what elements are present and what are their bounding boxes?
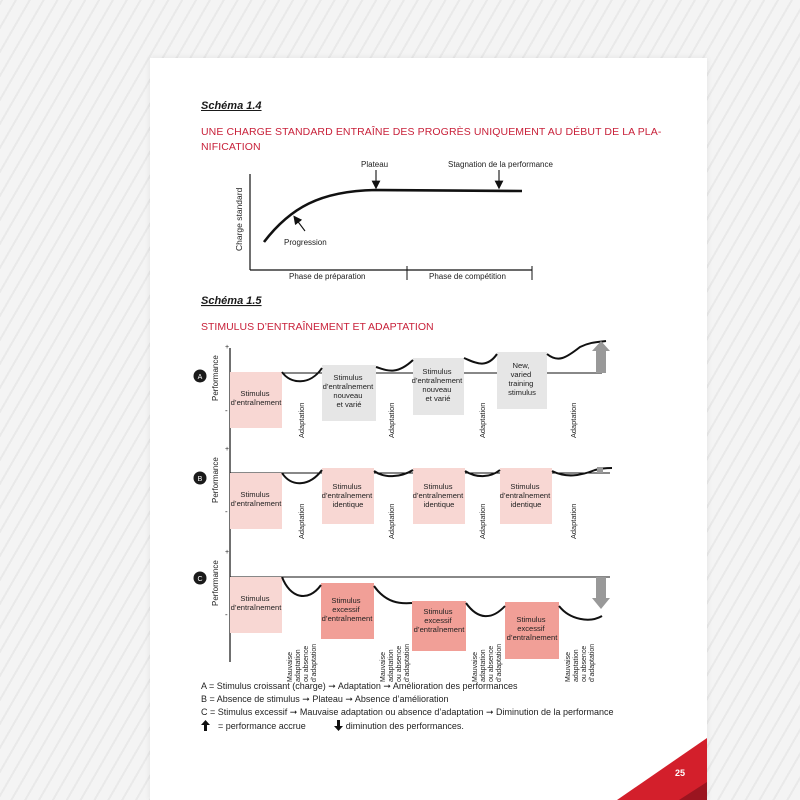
svg-text:Stimulus excessif: Stimulus excessif d’entraînement <box>506 615 558 642</box>
svg-text:d’adaptation: d’adaptation <box>496 643 503 682</box>
svg-text:ou absence: ou absence <box>396 645 403 682</box>
svg-text:Stimulus d’entraînemen: Stimulus d’entraînement identique <box>412 482 464 509</box>
svg-text:Stimulus d’entraînemen: Stimulus d’entraînement identique <box>321 482 373 509</box>
phase-competition-label: Phase de compétition <box>429 272 506 281</box>
up-arrow-icon <box>201 720 210 731</box>
svg-text:Adaptation: Adaptation <box>478 503 487 539</box>
svg-text:adaptation: adaptation <box>295 649 302 682</box>
legend-line-b: B = Absence de stimulus ➞ Plateau ➞ Absence d’amélioration <box>201 694 449 704</box>
page-corner-accent <box>679 782 707 800</box>
down-arrow-icon <box>334 720 343 731</box>
svg-text:adaptation: adaptation <box>388 649 395 682</box>
svg-text:Stimulus d’entraînemen: Stimulus d’entraînement <box>230 490 282 508</box>
row-b <box>194 446 613 539</box>
legend-up-text: = performance accrue <box>218 720 306 731</box>
svg-text:Mauvaise: Mauvaise <box>380 652 387 682</box>
svg-text:Stimulus d’entraînemen: Stimulus d’entraînement identique <box>499 482 551 509</box>
svg-text:adaptation: adaptation <box>573 649 580 682</box>
svg-text:ou absence: ou absence <box>581 645 588 682</box>
up-arrow <box>592 341 610 373</box>
svg-text:Mauvaise: Mauvaise <box>565 652 572 682</box>
schema-1-5-title: STIMULUS D’ENTRAÎNEMENT ET ADAPTATION <box>201 321 434 333</box>
stagnation-label: Stagnation de la performance <box>448 160 553 169</box>
page-number: 25 <box>674 768 685 778</box>
svg-text:Adaptation: Adaptation <box>478 402 487 438</box>
performance-label: Performance <box>211 457 220 503</box>
schema-1-4-title-line2: NIFICATION <box>201 141 261 153</box>
schema-1-4-diagram <box>234 160 554 281</box>
svg-text:Adaptation: Adaptation <box>387 503 396 539</box>
schema-1-4-title-line1: UNE CHARGE STANDARD ENTRAÎNE DES PROGRÈS UNIQUEMENT AU DÉBUT DE LA PLA- <box>201 126 662 138</box>
svg-text:Stimulus excessif: Stimulus excessif d’entraînement <box>413 607 465 634</box>
svg-text:Adaptation: Adaptation <box>387 402 396 438</box>
svg-text:adaptation: adaptation <box>480 649 487 682</box>
svg-text:Stimulus d’entraînemen: Stimulus d’entraînement <box>230 594 282 612</box>
svg-text:d’adaptation: d’adaptation <box>589 643 596 682</box>
y-axis-label: Charge standard <box>234 187 244 251</box>
svg-text:Stimulus d’entraînemen: Stimulus d’entraînement <box>230 389 282 407</box>
svg-text:ou absence: ou absence <box>488 645 495 682</box>
svg-text:C: C <box>197 576 203 583</box>
svg-text:-: - <box>225 507 228 516</box>
svg-text:+: + <box>225 344 230 351</box>
schema-1-5-heading: Schéma 1.5 <box>201 295 262 307</box>
svg-text:Stimulus d’entraînemen: Stimulus d’entraînement nouveau et varié <box>411 367 463 403</box>
svg-text:Adaptation: Adaptation <box>297 402 306 438</box>
phase-preparation-label: Phase de préparation <box>289 272 366 281</box>
svg-text:New, varied tr: New, varied training stimulus <box>508 361 536 397</box>
svg-text:A: A <box>197 374 203 381</box>
svg-text:d’adaptation: d’adaptation <box>311 643 318 682</box>
svg-text:-: - <box>225 406 228 415</box>
row-c <box>194 549 611 682</box>
svg-text:Adaptation: Adaptation <box>297 503 306 539</box>
svg-text:+: + <box>225 446 230 453</box>
legend-arrows <box>201 720 464 731</box>
svg-text:Adaptation: Adaptation <box>569 402 578 438</box>
svg-text:Stimulus excessif: Stimulus excessif d’entraînement <box>321 596 373 623</box>
legend-line-c: C = Stimulus excessif ➞ Mauvaise adaptation ou absence d’adaptation ➞ Diminution de la performance <box>201 707 614 717</box>
svg-text:-: - <box>225 610 228 619</box>
schema-1-4-heading: Schéma 1.4 <box>201 100 262 112</box>
svg-text:Stimulus d’entraînemen: Stimulus d’entraînement nouveau et varié <box>322 373 374 409</box>
performance-label: Performance <box>211 355 220 401</box>
performance-label: Performance <box>211 560 220 606</box>
down-arrow <box>592 577 610 609</box>
svg-text:Adaptation: Adaptation <box>569 503 578 539</box>
progression-curve <box>264 190 522 242</box>
svg-text:+: + <box>225 549 230 556</box>
plateau-label: Plateau <box>361 160 389 169</box>
svg-text:Mauvaise: Mauvaise <box>472 652 479 682</box>
progression-label: Progression <box>284 238 327 247</box>
legend-down-text: diminution des performances. <box>345 720 464 731</box>
legend-line-a: A = Stimulus croissant (charge) ➞ Adaptation ➞ Amélioration des performances <box>201 681 518 691</box>
svg-text:ou absence: ou absence <box>303 645 310 682</box>
document-page <box>150 58 707 800</box>
svg-text:Mauvaise: Mauvaise <box>287 652 294 682</box>
svg-text:B: B <box>197 476 203 483</box>
svg-text:d’adaptation: d’adaptation <box>404 643 411 682</box>
progression-arrow <box>296 219 305 231</box>
